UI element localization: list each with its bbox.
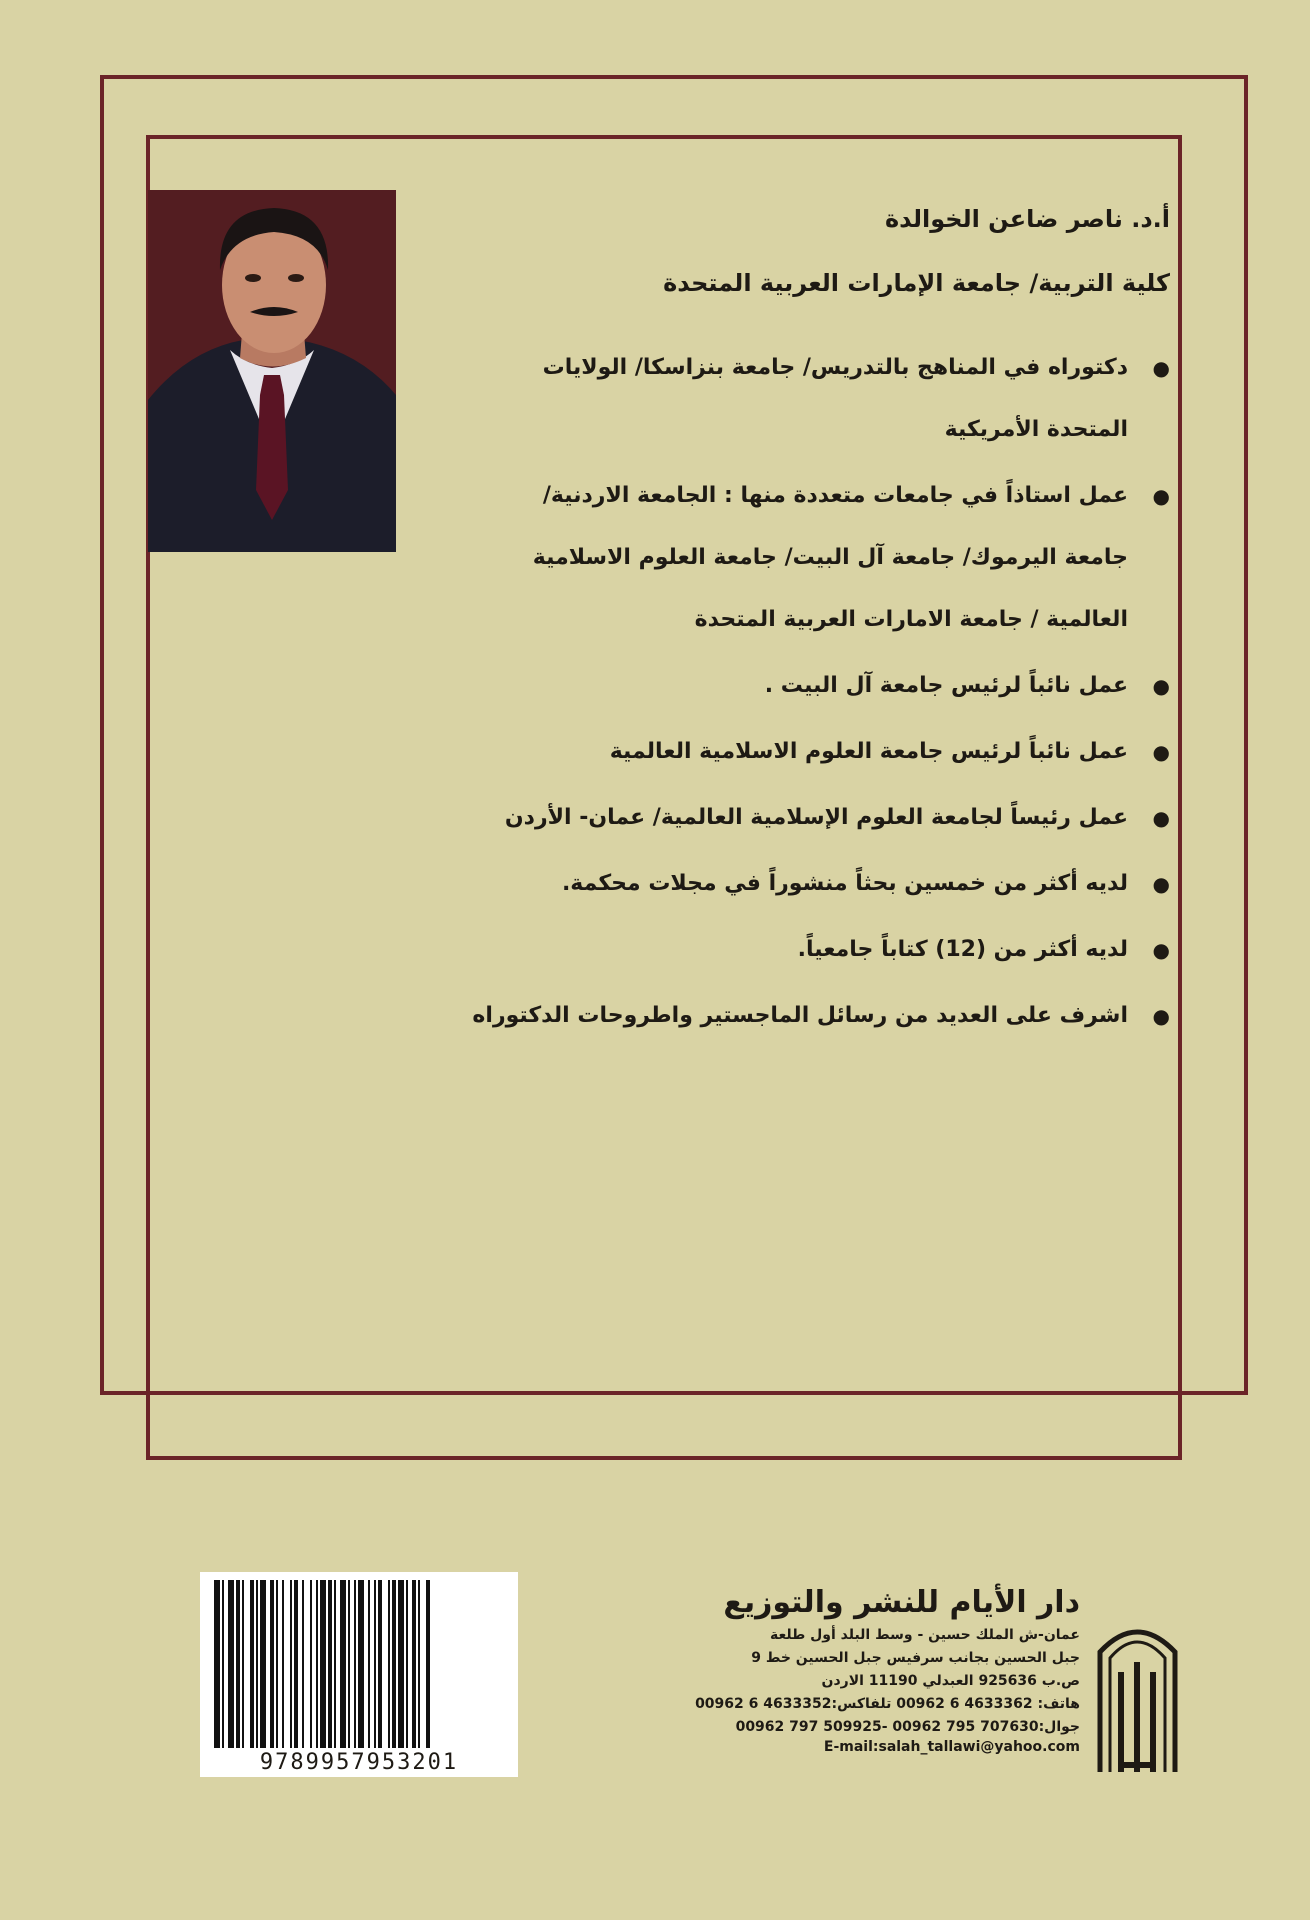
author-name: أ.د. ناصر ضاعن الخوالدة: [884, 205, 1170, 233]
bio-item-research: ● لديه أكثر من خمسين بحثاً منشوراً في مجلات محكمة.: [470, 853, 1128, 915]
publisher-mobile: جوال:707630 795 00962 -509925 797 00962: [735, 1719, 1080, 1735]
barcode-bars: [200, 1580, 518, 1750]
author-photo: [148, 190, 396, 552]
bio-item-supervision: ● اشرف على العديد من رسائل الماجستير واطروحات الدكتوراه: [470, 985, 1128, 1047]
bullet-icon: ●: [1152, 938, 1170, 962]
bio-item-doctorate: ● دكتوراه في المناهج بالتدريس/ جامعة بنزاسكا/ الولايات المتحدة الأمريكية: [470, 337, 1128, 461]
bullet-icon: ●: [1152, 872, 1170, 896]
publisher-info: [640, 1585, 1080, 1755]
bio-item-vp-albayt: ● عمل نائباً لرئيس جامعة آل البيت .: [470, 655, 1128, 717]
bio-list: [470, 337, 1170, 1047]
bullet-icon: ●: [1152, 1004, 1170, 1028]
publisher-po-box: ص.ب 925636 العبدلي 11190 الاردن: [821, 1673, 1080, 1689]
publisher-phone: هاتف: 4633362 6 00962 تلفاكس:4633352 6 00962: [695, 1696, 1080, 1712]
bullet-icon: ●: [1152, 674, 1170, 698]
bullet-icon: ●: [1152, 806, 1170, 830]
publisher-name: دار الأيام للنشر والتوزيع: [723, 1585, 1080, 1620]
bio-item-president: ● عمل رئيساً لجامعة العلوم الإسلامية العالمية/ عمان- الأردن: [470, 787, 1128, 849]
publisher-email: E-mail:salah_tallawi@yahoo.com: [823, 1739, 1080, 1755]
bio-item-books: ● لديه أكثر من (12) كتاباً جامعياً.: [470, 919, 1128, 981]
bullet-icon: ●: [1152, 356, 1170, 380]
bio-item-vp-wise: ● عمل نائباً لرئيس جامعة العلوم الاسلامية العالمية: [470, 721, 1128, 783]
author-bio: [470, 205, 1170, 1051]
isbn-number: 9789957953201: [259, 1750, 459, 1775]
author-affiliation: كلية التربية/ جامعة الإمارات العربية المتحدة: [663, 269, 1170, 297]
isbn-barcode: [200, 1572, 518, 1777]
publisher-address-1: عمان-ش الملك حسين - وسط البلد أول طلعة: [769, 1627, 1080, 1643]
publisher-logo: [1090, 1612, 1185, 1777]
bio-item-professor: ● عمل استاذاً في جامعات متعددة منها : الجامعة الاردنية/ جامعة اليرموك/ جامعة آل البيت/ جامعة العلوم الاسلامية العالمية / جامعة الامارات العربية المتحدة: [470, 465, 1128, 651]
bullet-icon: ●: [1152, 740, 1170, 764]
bullet-icon: ●: [1152, 484, 1170, 508]
publisher-address-2: جبل الحسين بجانب سرفيس جبل الحسين خط 9: [751, 1650, 1080, 1666]
